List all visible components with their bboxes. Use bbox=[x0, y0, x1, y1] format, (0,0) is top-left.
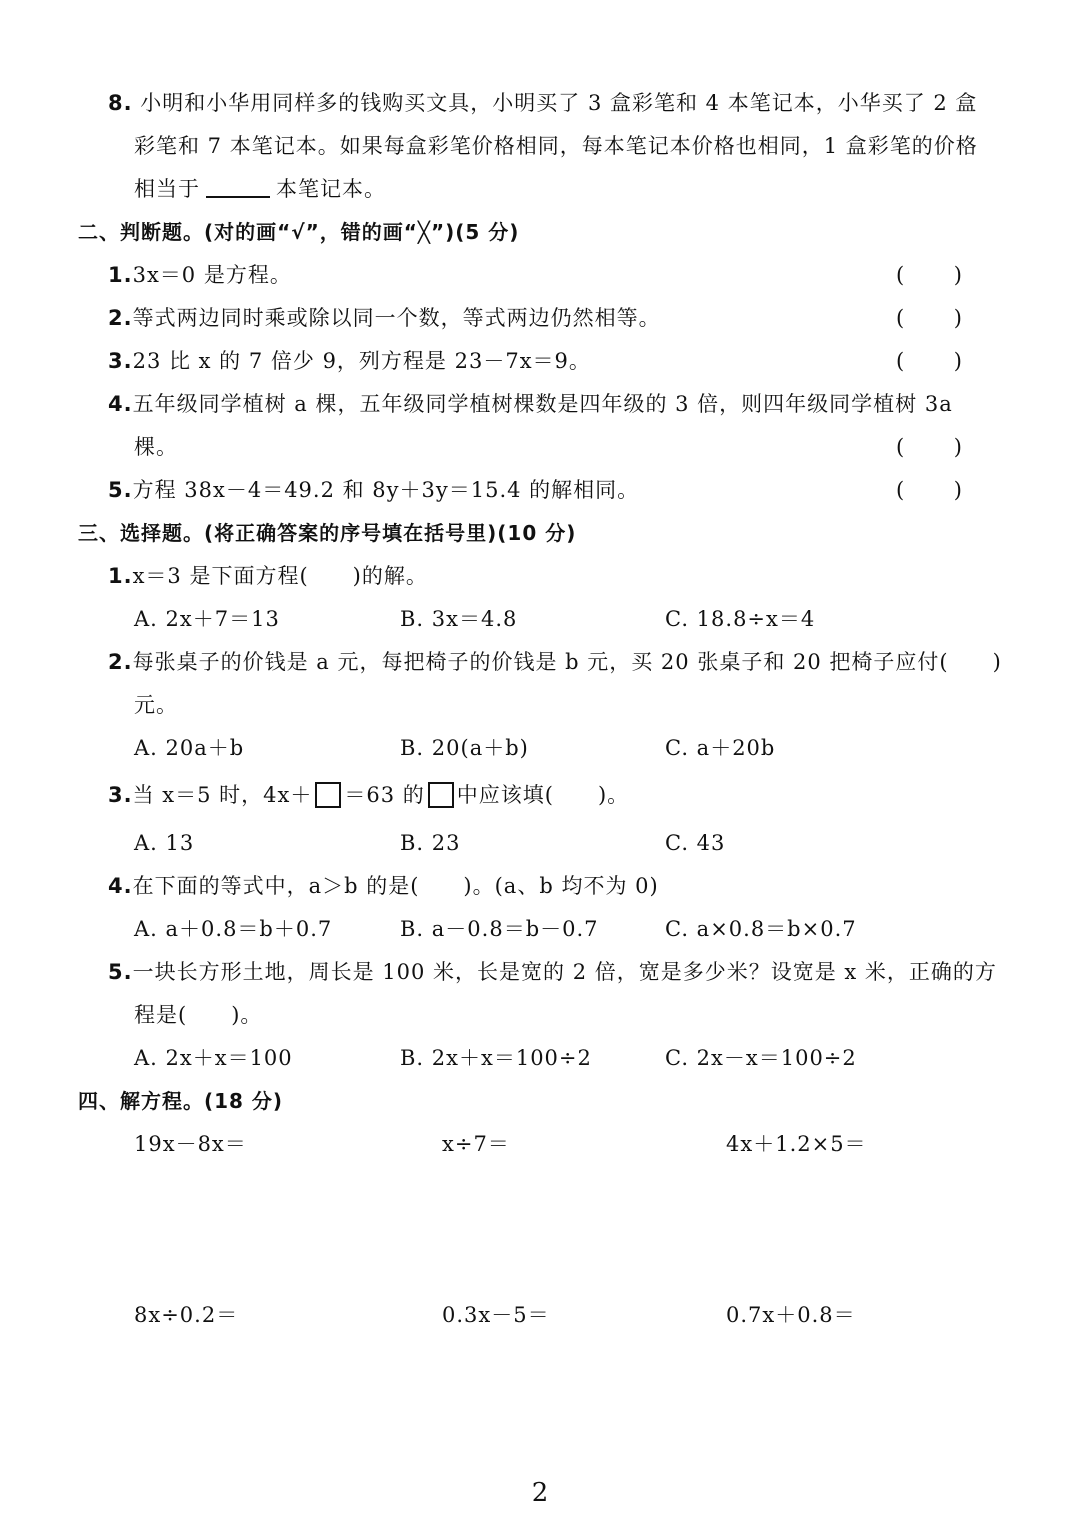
choice-3-text-b: ＝63 的 bbox=[344, 783, 425, 807]
choice-5-number: 5. bbox=[108, 960, 133, 984]
judge-2-answer-parens[interactable] bbox=[896, 303, 962, 333]
section-3-heading: 三、选择题。(将正确答案的序号填在括号里)(10 分) bbox=[78, 521, 577, 545]
judge-5-answer-parens[interactable] bbox=[896, 475, 962, 505]
paren-close: ) bbox=[953, 435, 962, 459]
paren-open: ( bbox=[896, 306, 905, 330]
choice-3-option-a[interactable]: A. 13 bbox=[134, 831, 195, 855]
paren-open: ( bbox=[896, 478, 905, 502]
judge-4-answer-parens[interactable] bbox=[896, 432, 962, 462]
choice-2-number: 2. bbox=[108, 650, 133, 674]
judge-2-number: 2. bbox=[108, 306, 133, 330]
judge-item-1 bbox=[108, 260, 292, 290]
equation-2: x÷7＝ bbox=[442, 1132, 510, 1156]
q8-text-3-pre: 相当于 bbox=[134, 177, 200, 201]
choice-4-option-b[interactable]: B. a－0.8＝b－0.7 bbox=[400, 917, 599, 941]
judge-item-2 bbox=[108, 303, 661, 333]
choice-2-option-a[interactable]: A. 20a＋b bbox=[134, 736, 245, 760]
choice-1-option-b[interactable]: B. 3x＝4.8 bbox=[400, 607, 518, 631]
choice-q4 bbox=[108, 871, 659, 901]
equation-6: 0.7x＋0.8＝ bbox=[726, 1303, 856, 1327]
judge-2-text: 等式两边同时乘或除以同一个数，等式两边仍然相等。 bbox=[132, 306, 661, 330]
q8-line-3 bbox=[134, 174, 386, 204]
choice-4-text: 在下面的等式中，a＞b 的是( )。(a、b 均不为 0) bbox=[132, 874, 659, 898]
choice-3-option-c[interactable]: C. 43 bbox=[665, 831, 726, 855]
choice-3-number: 3. bbox=[108, 783, 133, 807]
judge-item-5 bbox=[108, 475, 639, 505]
judge-3-text: 23 比 x 的 7 倍少 9，列方程是 23－7x＝9。 bbox=[132, 349, 591, 373]
choice-5-option-a[interactable]: A. 2x＋x＝100 bbox=[134, 1046, 293, 1070]
choice-4-option-c[interactable]: C. a×0.8＝b×0.7 bbox=[665, 917, 857, 941]
paren-open: ( bbox=[896, 263, 905, 287]
choice-q1 bbox=[108, 561, 428, 591]
judge-1-text: 3x＝0 是方程。 bbox=[132, 263, 292, 287]
q8-answer-blank[interactable] bbox=[206, 176, 270, 198]
paren-close: ) bbox=[953, 263, 962, 287]
choice-1-text: x＝3 是下面方程( )的解。 bbox=[132, 564, 428, 588]
equation-3: 4x＋1.2×5＝ bbox=[726, 1132, 867, 1156]
judge-4-text: 五年级同学植树 a 棵，五年级同学植树棵数是四年级的 3 倍，则四年级同学植树 3a bbox=[132, 392, 953, 416]
judge-item-3 bbox=[108, 346, 591, 376]
equation-4: 8x÷0.2＝ bbox=[134, 1303, 239, 1327]
choice-4-option-a[interactable]: A. a＋0.8＝b＋0.7 bbox=[134, 917, 333, 941]
paren-close: ) bbox=[953, 349, 962, 373]
choice-2-option-c[interactable]: C. a＋20b bbox=[665, 736, 776, 760]
judge-4-number: 4. bbox=[108, 392, 133, 416]
choice-3-text-a: 当 x＝5 时，4x＋ bbox=[132, 783, 313, 807]
q8-text-2: 彩笔和 7 本笔记本。如果每盒彩笔价格相同，每本笔记本价格也相同，1 盒彩笔的价格 bbox=[134, 134, 978, 158]
judge-4-text-2: 棵。 bbox=[134, 435, 178, 459]
q8-text-3-post: 本笔记本。 bbox=[276, 177, 386, 201]
choice-5-option-b[interactable]: B. 2x＋x＝100÷2 bbox=[400, 1046, 592, 1070]
equation-5: 0.3x－5＝ bbox=[442, 1303, 550, 1327]
choice-3-text-c: 中应该填( )。 bbox=[456, 783, 630, 807]
judge-1-number: 1. bbox=[108, 263, 133, 287]
judge-5-text: 方程 38x－4＝49.2 和 8y＋3y＝15.4 的解相同。 bbox=[132, 478, 640, 502]
judge-1-answer-parens[interactable] bbox=[896, 260, 962, 290]
paren-open: ( bbox=[896, 435, 905, 459]
judge-item-4 bbox=[108, 389, 953, 419]
section-4-heading: 四、解方程。(18 分) bbox=[78, 1089, 284, 1113]
choice-5-option-c[interactable]: C. 2x－x＝100÷2 bbox=[665, 1046, 857, 1070]
page-number: 2 bbox=[531, 1478, 549, 1508]
q8-text-1: 小明和小华用同样多的钱购买文具，小明买了 3 盒彩笔和 4 本笔记本，小华买了 2 盒 bbox=[140, 91, 978, 115]
choice-4-number: 4. bbox=[108, 874, 133, 898]
choice-q2 bbox=[108, 647, 1002, 677]
choice-3-option-b[interactable]: B. 23 bbox=[400, 831, 461, 855]
equation-1: 19x－8x＝ bbox=[134, 1132, 247, 1156]
judge-3-number: 3. bbox=[108, 349, 133, 373]
choice-2-option-b[interactable]: B. 20(a＋b) bbox=[400, 736, 529, 760]
blank-box-icon bbox=[428, 782, 454, 808]
choice-1-number: 1. bbox=[108, 564, 133, 588]
choice-5-text: 一块长方形土地，周长是 100 米，长是宽的 2 倍，宽是多少米？设宽是 x 米，正确的方 bbox=[132, 960, 997, 984]
choice-2-text: 每张桌子的价钱是 a 元，每把椅子的价钱是 b 元，买 20 张桌子和 20 把椅子应付( ) bbox=[132, 650, 1002, 674]
section-2-heading: 二、判断题。(对的画“√”，错的画“╳”)(5 分) bbox=[78, 220, 520, 244]
q8-number: 8. bbox=[108, 91, 133, 115]
paren-open: ( bbox=[896, 349, 905, 373]
q8-line-1 bbox=[108, 88, 977, 118]
judge-3-answer-parens[interactable] bbox=[896, 346, 962, 376]
choice-1-option-c[interactable]: C. 18.8÷x＝4 bbox=[665, 607, 816, 631]
paren-close: ) bbox=[953, 306, 962, 330]
blank-box-icon bbox=[315, 782, 341, 808]
choice-q3 bbox=[108, 780, 629, 810]
choice-2-text-2: 元。 bbox=[134, 693, 178, 717]
judge-5-number: 5. bbox=[108, 478, 133, 502]
choice-1-option-a[interactable]: A. 2x＋7＝13 bbox=[134, 607, 280, 631]
paren-close: ) bbox=[953, 478, 962, 502]
choice-5-text-2: 程是( )。 bbox=[134, 1003, 263, 1027]
choice-q5 bbox=[108, 957, 997, 987]
